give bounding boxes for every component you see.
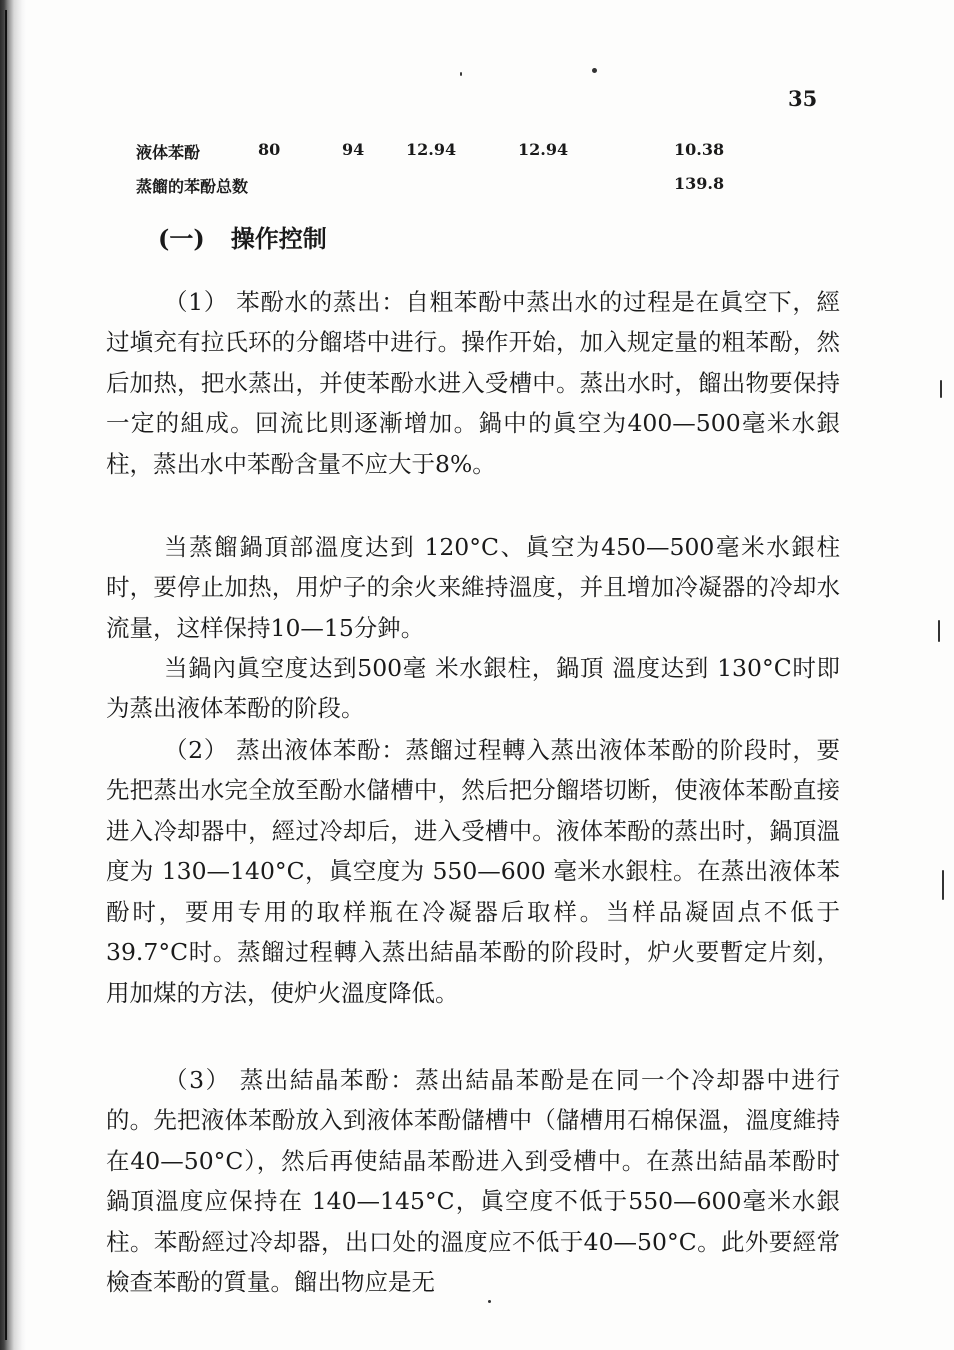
- paragraph-crystalline-phenol-distillation: （3） 蒸出結晶苯酚：蒸出結晶苯酚是在同一个冷却器中进行的。先把液体苯酚放入到液体苯酚儲槽中（儲槽用石棉保溫，溫度維持在40—50°C），然后再使結晶苯酚进入到受槽中。在蒸出結晶苯酚时鍋頂溫度应保持在 140—145°C，眞空度不低于550—600毫米水銀柱。苯酚經过冷却器，出口处的溫度应不低于40—50°C。此外要經常檢查苯酚的質量。餾出物应是无: [106, 1065, 840, 1297]
- table-cell: 12.94: [406, 140, 457, 159]
- scan-binding-edge: [0, 0, 26, 1350]
- table-row-label: 液体苯酚: [136, 143, 201, 162]
- paragraph-temperature-control: 当蒸餾鍋頂部溫度达到 120°C、眞空为450—500毫米水銀柱时，要停止加热，用炉子的余火来維持溫度，并且增加冷凝器的冷却水流量，这样保持10—15分鈡。: [106, 532, 840, 642]
- scan-binding-line: [5, 10, 7, 1340]
- section-title: 操作控制: [230, 224, 327, 253]
- table-row-label: 蒸餾的苯酚总数: [136, 177, 249, 196]
- paragraph-liquid-phenol-distillation: （2） 蒸出液体苯酚：蒸餾过程轉入蒸出液体苯酚的阶段时，要先把蒸出水完全放至酚水儲槽中，然后把分餾塔切断，使液体苯酚直接进入冷却器中，經过冷却后，进入受槽中。液体苯酚的蒸出时，鍋頂溫度为 130—140°C，眞空度为 550—600 毫米水銀柱。在蒸出液体苯酚时，要用专用的取样瓶在冷凝器后取样。当样品凝固点不低于39.7°C时。蒸餾过程轉入蒸出結晶苯酚的阶段时，炉火要暫定片刻，用加煤的方法，使炉火溫度降低。: [106, 735, 840, 1008]
- page-number: 35: [788, 86, 818, 111]
- table-cell: 139.8: [674, 174, 725, 193]
- scan-speck: [940, 380, 942, 398]
- scan-speck: [460, 72, 462, 76]
- scan-speck: [942, 870, 944, 900]
- scan-speck: [938, 620, 940, 642]
- table-cell: 80: [258, 140, 281, 159]
- paragraph-water-distillation: （1） 苯酚水的蒸出：自粗苯酚中蒸出水的过程是在眞空下，經过塡充有拉氏环的分餾塔中进行。操作开始，加入规定量的粗苯酚，然后加热，把水蒸出，并使苯酚水进入受槽中。蒸出水时，餾出物要保持一定的組成。回流比則逐漸增加。鍋中的眞空为400—500毫米水銀柱，蒸出水中苯酚含量不应大于8%。: [106, 287, 840, 478]
- paragraph-liquid-phenol-stage: 当鍋內眞空度达到500毫 米水銀柱，鍋頂 溫度达到 130°C时即为蒸出液体苯酚的阶段。: [106, 653, 840, 723]
- scan-speck: [592, 68, 597, 73]
- scan-speck: [488, 1300, 491, 1303]
- table-cell: 94: [342, 140, 365, 159]
- table-cell: 12.94: [518, 140, 569, 159]
- section-number: (一): [158, 224, 205, 253]
- table-cell: 10.38: [674, 140, 725, 159]
- section-heading: [158, 219, 327, 254]
